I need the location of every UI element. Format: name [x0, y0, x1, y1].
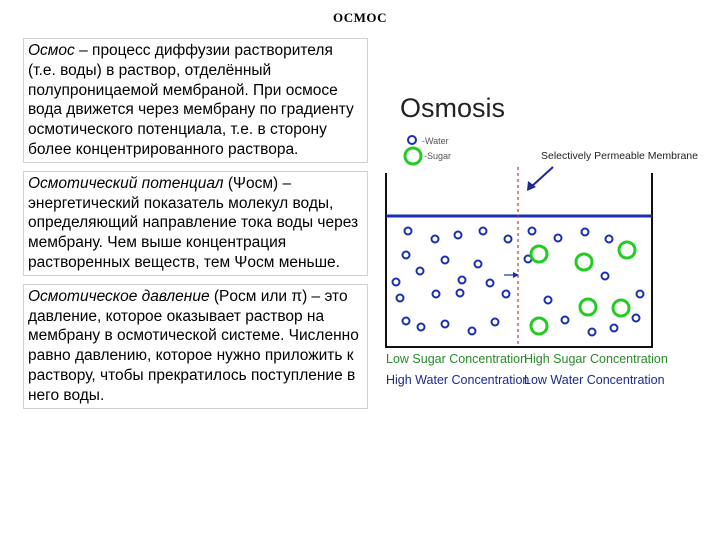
definition-osmotic-pressure [23, 284, 368, 409]
water-molecule [555, 235, 562, 242]
water-molecule [405, 228, 412, 235]
sugar-molecule [531, 318, 547, 334]
term-osmotic-potential: Осмотический потенциал [28, 174, 224, 192]
left-label-water: High Water Concentration [386, 373, 530, 387]
water-molecule [418, 324, 425, 331]
water-molecule [442, 257, 449, 264]
water-molecule [397, 295, 404, 302]
sugar-molecule [580, 299, 596, 315]
water-molecule [480, 228, 487, 235]
water-molecule [529, 228, 536, 235]
membrane-label: Selectively Permeable Membrane [541, 150, 698, 162]
water-molecule [469, 328, 476, 335]
water-molecule [589, 329, 596, 336]
water-molecule [503, 291, 510, 298]
term-osmotic-pressure: Осмотическое давление [28, 287, 210, 305]
water-molecule [637, 291, 644, 298]
water-molecule [606, 236, 613, 243]
definition-osmotic-pressure-text: (Pосм или π) – это давление, которое оказывает раствор на мембрану в осмотической системе. Численно равно давлению, которое нужно приложить к раствору, чтобы прекратилось поступление в него воды. [28, 287, 359, 404]
water-molecule [455, 232, 462, 239]
legend-water-icon [408, 136, 416, 144]
water-molecule [492, 319, 499, 326]
water-molecule [475, 261, 482, 268]
water-molecule [417, 268, 424, 275]
diagram-title: Osmosis [400, 95, 506, 123]
water-molecule [505, 236, 512, 243]
legend-water-label: -Water [422, 136, 449, 146]
term-osmosis: Осмос [28, 42, 75, 59]
sugar-molecules [531, 242, 635, 334]
membrane-pointer-arrow [531, 167, 553, 187]
left-label-sugar: Low Sugar Concentration [386, 352, 528, 366]
definition-osmotic-potential-text: (Ψосм) – энергетический показатель молекул воды, определяющий направление тока воды через мембрану. Чем выше концентрация растворенных веществ, тем Ψосм меньше. [28, 174, 359, 271]
sugar-molecule [576, 254, 592, 270]
water-molecule [433, 291, 440, 298]
water-molecule [457, 290, 464, 297]
water-molecule [403, 318, 410, 325]
slide-title: ОСМОС [332, 10, 388, 25]
water-molecule [602, 273, 609, 280]
osmosis-diagram [378, 95, 698, 395]
water-molecule [403, 252, 410, 259]
legend-sugar-icon [405, 148, 421, 164]
water-molecule [459, 277, 466, 284]
container-outline [386, 173, 652, 347]
text-column [23, 38, 368, 417]
definition-osmosis-text: – процесс диффузии растворителя (т.е. воды) в раствор, отделённый полупроницаемой мембраной. При осмосе вода движется через мембрану по градиенту осмотического потенциала, т.е. в сторону более концентрированного раствора. [28, 42, 354, 158]
definition-osmotic-potential [23, 171, 368, 276]
sugar-molecule [619, 242, 635, 258]
water-molecule [611, 325, 618, 332]
water-molecule [545, 297, 552, 304]
water-molecule [562, 317, 569, 324]
sugar-molecule [613, 300, 629, 316]
water-molecule [487, 280, 494, 287]
right-label-water: Low Water Concentration [524, 373, 665, 387]
definition-osmosis [23, 38, 368, 163]
water-molecule [432, 236, 439, 243]
right-label-sugar: High Sugar Concentration [524, 352, 668, 366]
sugar-molecule [531, 246, 547, 262]
water-molecule [633, 315, 640, 322]
osmosis-diagram-svg [378, 95, 698, 395]
water-molecule [442, 321, 449, 328]
water-molecule [393, 279, 400, 286]
legend-sugar-label: -Sugar [424, 151, 452, 161]
water-molecule [582, 229, 589, 236]
